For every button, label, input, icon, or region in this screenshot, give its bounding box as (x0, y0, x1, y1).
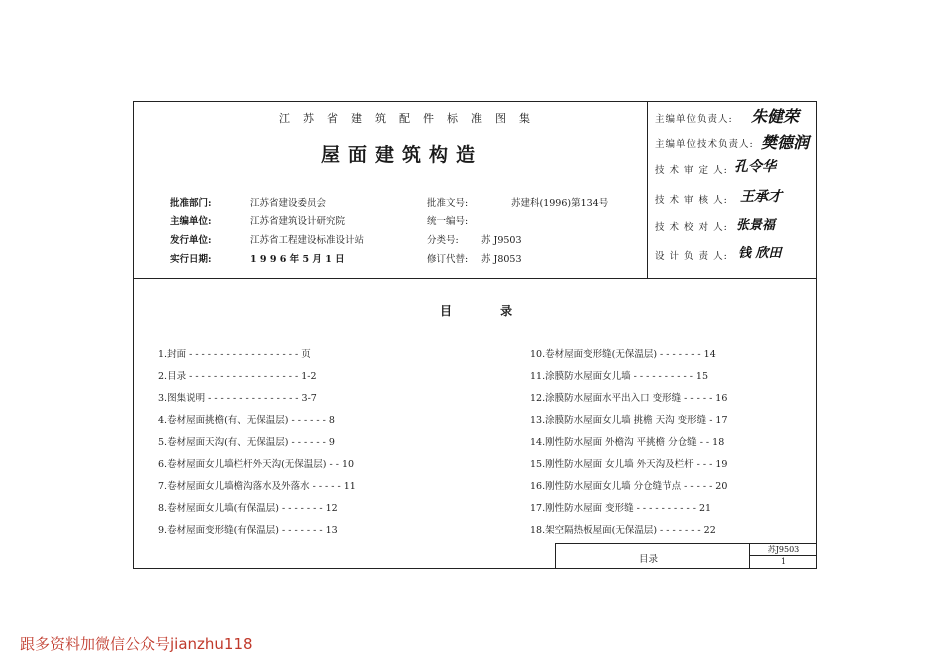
signature: 王承才 (740, 189, 782, 205)
meta-value: 1 9 9 6 年 5 月 1 日 (250, 254, 345, 265)
resp-label: 技 术 审 定 人: (655, 165, 728, 176)
meta-value: 江苏省工程建设标准设计站 (250, 235, 365, 246)
meta-label: 统一编号: (427, 216, 469, 227)
drawing-frame (133, 101, 817, 569)
signature: 张景福 (736, 218, 776, 233)
toc-item: 2.目录 - - - - - - - - - - - - - - - - - - 1-2 (158, 371, 317, 382)
meta-label: 主编单位: (170, 216, 212, 227)
meta-label: 发行单位: (170, 235, 212, 246)
toc-item: 16.刚性防水屋面女儿墙 分仓缝节点 - - - - - 20 (530, 481, 728, 492)
toc-item: 6.卷材屋面女儿墙栏杆外天沟(无保温层) - - 10 (158, 459, 355, 470)
toc-item: 12.涂膜防水屋面水平出入口 变形缝 - - - - - 16 (530, 393, 728, 404)
title-block-left (134, 102, 648, 278)
toc-title: 目 录 (440, 304, 535, 318)
resp-label: 技 术 审 核 人: (655, 195, 728, 206)
meta-label: 批准部门: (170, 198, 212, 209)
page-number: 1 (780, 557, 787, 566)
atlas-code: 苏J9503 (750, 544, 817, 556)
toc-item: 10.卷材屋面变形缝(无保温层) - - - - - - - 14 (530, 349, 716, 360)
toc-item: 3.图集说明 - - - - - - - - - - - - - - - 3-7 (158, 393, 317, 404)
toc-item: 5.卷材屋面天沟(有、无保温层) - - - - - - 9 (158, 437, 335, 448)
toc-item: 14.刚性防水屋面 外檐沟 平挑檐 分仓缝 - - 18 (530, 437, 725, 448)
resp-label: 技 术 校 对 人: (655, 222, 728, 233)
meta-value: 苏 J9503 (481, 235, 522, 246)
series-title: 江苏省建筑配件标准图集 (279, 112, 543, 125)
watermark-text: 跟多资料加微信公众号jianzhu118 (20, 635, 253, 653)
resp-label: 设 计 负 责 人: (655, 251, 728, 262)
signature: 樊德润 (761, 133, 810, 152)
signature: 朱健荣 (751, 107, 800, 126)
meta-label: 分类号: (427, 235, 459, 246)
meta-value: 苏建科(1996)第134号 (511, 198, 609, 209)
toc-item: 1.封面 - - - - - - - - - - - - - - - - - - 页 (158, 349, 311, 360)
document-title: 屋面建筑构造 (321, 144, 484, 166)
signature: 钱 欣田 (738, 246, 782, 261)
page-footer-block (555, 543, 816, 568)
toc-item: 17.刚性防水屋面 变形缝 - - - - - - - - - - 21 (530, 503, 712, 514)
meta-label: 修订代替: (427, 254, 469, 265)
footer-label: 目录 (639, 554, 659, 565)
meta-value: 苏 J8053 (481, 254, 522, 265)
resp-label: 主编单位技术负责人: (655, 139, 754, 150)
resp-label: 主编单位负责人: (655, 114, 733, 125)
toc-item: 8.卷材屋面女儿墙(有保温层) - - - - - - - 12 (158, 503, 338, 514)
toc-item: 13.涂膜防水屋面女儿墙 挑檐 天沟 变形缝 - 17 (530, 415, 728, 426)
meta-label: 实行日期: (170, 254, 212, 265)
meta-value: 江苏省建设委员会 (250, 198, 327, 209)
toc-item: 9.卷材屋面变形缝(有保温层) - - - - - - - 13 (158, 525, 338, 536)
toc-item: 4.卷材屋面挑檐(有、无保温层) - - - - - - 8 (158, 415, 335, 426)
toc-item: 7.卷材屋面女儿墙檐沟落水及外落水 - - - - - 11 (158, 481, 356, 492)
title-block (134, 102, 816, 279)
toc-item: 15.刚性防水屋面 女儿墙 外天沟及栏杆 - - - 19 (530, 459, 728, 470)
meta-label: 批准文号: (427, 198, 469, 209)
signature: 孔令华 (734, 159, 776, 175)
toc-item: 11.涂膜防水屋面女儿墙 - - - - - - - - - - 15 (530, 371, 709, 382)
meta-value: 江苏省建筑设计研究院 (250, 216, 346, 227)
footer-code-box (749, 544, 817, 569)
toc-item: 18.架空隔热板屋面(无保温层) - - - - - - - 22 (530, 525, 716, 536)
